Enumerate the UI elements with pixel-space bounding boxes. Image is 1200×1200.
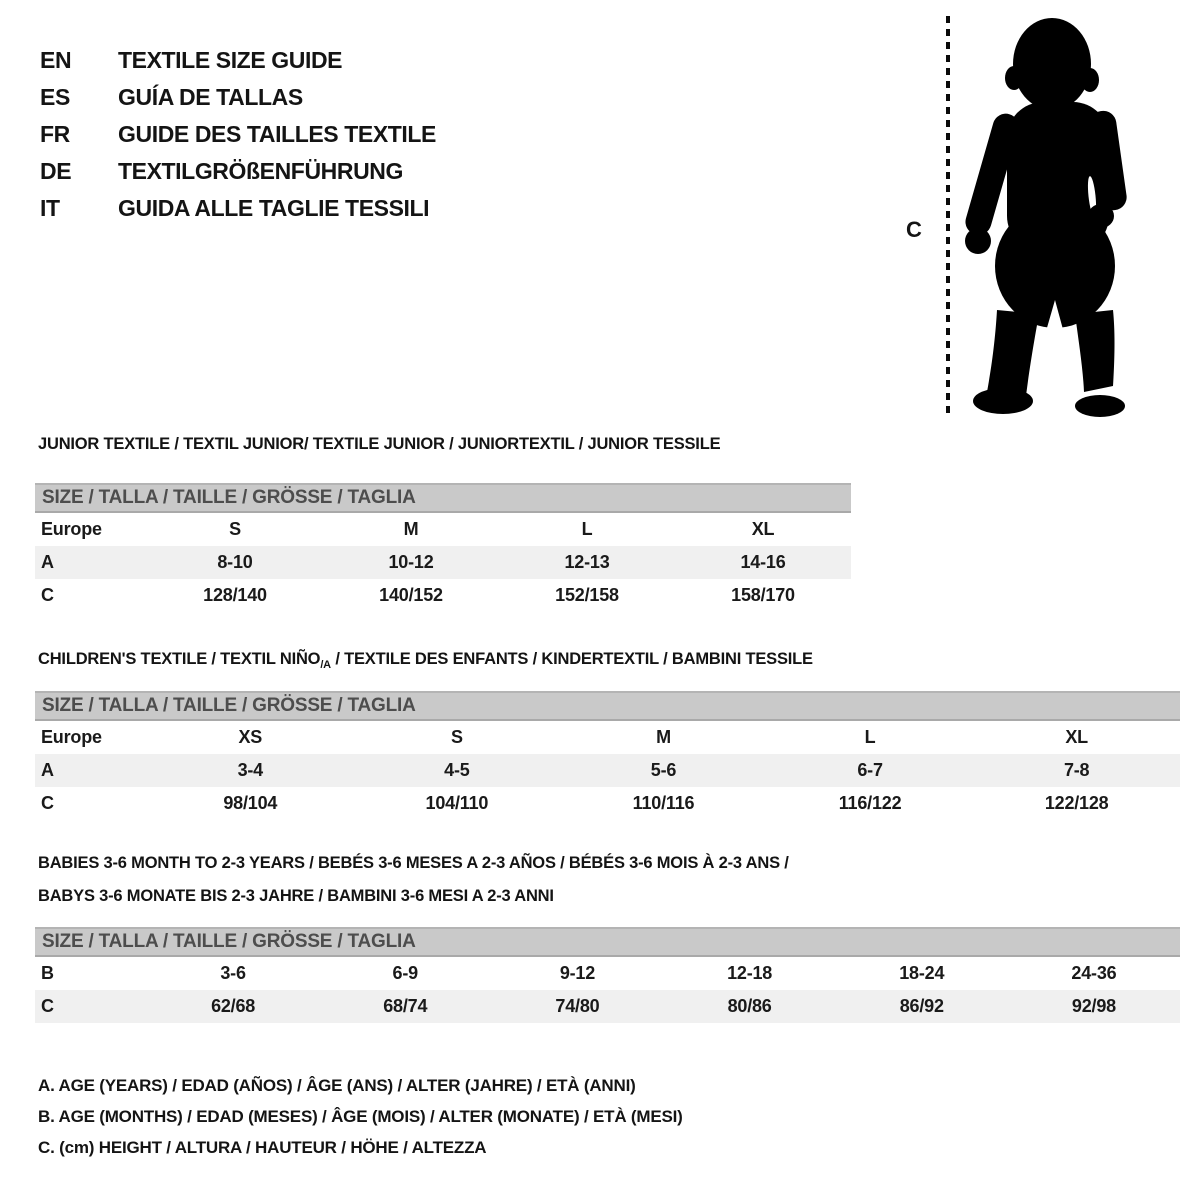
language-row: [40, 116, 436, 153]
toddler-silhouette-image: [963, 14, 1135, 418]
size-col-header: L: [581, 519, 593, 539]
table-cell: 62/68: [211, 996, 256, 1016]
table-cell: 158/170: [731, 585, 795, 605]
table-cell: 86/92: [899, 996, 944, 1016]
table-cell: 6-7: [857, 760, 883, 780]
row-label: A: [41, 552, 54, 572]
row-label: A: [41, 760, 54, 780]
table-cell: 3-6: [220, 963, 246, 983]
footnote-c: C. (cm) HEIGHT / ALTURA / HAUTEUR / HÖHE / ALTEZZA: [38, 1138, 487, 1157]
table-cell: 116/122: [838, 793, 902, 813]
language-code: ES: [40, 84, 70, 110]
table-cell: 140/152: [379, 585, 443, 605]
footnotes: [38, 1070, 683, 1163]
table-cell: 104/110: [425, 793, 489, 813]
children-section-heading: [38, 650, 813, 671]
guide-title-es: GUÍA DE TALLAS: [118, 84, 303, 110]
junior-age-row: [35, 546, 851, 579]
table-cell: 4-5: [444, 760, 470, 780]
guide-title-fr: GUIDE DES TAILLES TEXTILE: [118, 121, 436, 147]
junior-header-row: [35, 513, 851, 546]
table-cell: 10-12: [388, 552, 434, 572]
table-cell: 9-12: [559, 963, 596, 983]
footnote-a: A. AGE (YEARS) / EDAD (AÑOS) / ÂGE (ANS) / ALTER (JAHRE) / ETÀ (ANNI): [38, 1076, 636, 1095]
table-cell: 152/158: [555, 585, 619, 605]
babies-size-bar: SIZE / TALLA / TAILLE / GRÖSSE / TAGLIA: [35, 927, 1180, 957]
table-cell: 110/116: [632, 793, 695, 813]
junior-height-row: [35, 579, 851, 612]
babies-heading-line2: BABYS 3-6 MONATE BIS 2-3 JAHRE / BAMBINI 3-6 MESI A 2-3 ANNI: [38, 887, 554, 905]
table-cell: 8-10: [217, 552, 253, 572]
table-cell: 80/86: [727, 996, 772, 1016]
language-row: [40, 42, 436, 79]
junior-size-table: [35, 483, 851, 612]
children-size-table: [35, 691, 1180, 820]
row-label: C: [41, 585, 54, 605]
table-cell: 98/104: [223, 793, 278, 813]
children-age-row: [35, 754, 1180, 787]
babies-age-row: [35, 957, 1180, 990]
row-label: C: [41, 996, 54, 1016]
babies-section-heading: [38, 847, 789, 913]
table-cell: 7-8: [1063, 760, 1090, 780]
table-cell: 128/140: [203, 585, 267, 605]
junior-section-heading: JUNIOR TEXTILE / TEXTIL JUNIOR/ TEXTILE JUNIOR / JUNIORTEXTIL / JUNIOR TESSILE: [38, 435, 721, 453]
footnote-b: B. AGE (MONTHS) / EDAD (MESES) / ÂGE (MOIS) / ALTER (MONATE) / ETÀ (MESI): [38, 1107, 683, 1126]
table-cell: 92/98: [1071, 996, 1116, 1016]
size-col-header: M: [403, 519, 419, 539]
height-measure-label: C: [906, 217, 922, 242]
size-col-header: S: [450, 727, 463, 747]
row-label: Europe: [41, 727, 102, 747]
table-cell: 3-4: [237, 760, 263, 780]
language-legend: [40, 42, 436, 227]
language-code: DE: [40, 158, 72, 184]
table-cell: 12-13: [564, 552, 610, 572]
babies-height-row: [35, 990, 1180, 1023]
row-label: B: [41, 963, 54, 983]
guide-title-de: TEXTILGRÖßENFÜHRUNG: [118, 158, 403, 184]
babies-size-table: [35, 927, 1180, 1023]
size-col-header: XS: [238, 727, 263, 747]
children-height-row: [35, 787, 1180, 820]
guide-title-it: GUIDA ALLE TAGLIE TESSILI: [118, 195, 430, 221]
size-col-header: XL: [751, 519, 775, 539]
children-header-row: [35, 721, 1180, 754]
table-cell: 18-24: [899, 963, 945, 983]
table-cell: 74/80: [555, 996, 600, 1016]
row-label: Europe: [41, 519, 102, 539]
row-label: C: [41, 793, 54, 813]
table-cell: 24-36: [1071, 963, 1117, 983]
guide-title-en: TEXTILE SIZE GUIDE: [118, 47, 343, 73]
junior-size-bar: SIZE / TALLA / TAILLE / GRÖSSE / TAGLIA: [35, 483, 851, 513]
babies-heading-line1: BABIES 3-6 MONTH TO 2-3 YEARS / BEBÉS 3-6 MESES A 2-3 AÑOS / BÉBÉS 3-6 MOIS À 2-3 ANS /: [38, 854, 789, 872]
size-col-header: S: [229, 519, 241, 539]
size-col-header: XL: [1065, 727, 1088, 747]
children-heading-subscript: /A: [320, 659, 331, 671]
children-size-bar: SIZE / TALLA / TAILLE / GRÖSSE / TAGLIA: [35, 691, 1180, 721]
table-cell: 122/128: [1044, 793, 1109, 813]
language-code: IT: [40, 195, 60, 221]
table-cell: 14-16: [740, 552, 786, 572]
table-cell: 12-18: [727, 963, 773, 983]
children-heading-pre: CHILDREN'S TEXTILE / TEXTIL NIÑO: [38, 650, 321, 668]
language-row: [40, 153, 436, 190]
language-code: FR: [40, 121, 70, 147]
size-col-header: L: [864, 727, 876, 747]
language-row: [40, 190, 436, 227]
table-cell: 6-9: [392, 963, 418, 983]
children-heading-post: / TEXTILE DES ENFANTS / KINDERTEXTIL / BAMBINI TESSILE: [330, 650, 813, 668]
size-col-header: M: [656, 727, 671, 747]
language-row: [40, 79, 436, 116]
table-cell: 5-6: [650, 760, 677, 780]
height-measure-dashed-line: [946, 16, 950, 418]
table-cell: 68/74: [383, 996, 428, 1016]
language-code: EN: [40, 47, 72, 73]
